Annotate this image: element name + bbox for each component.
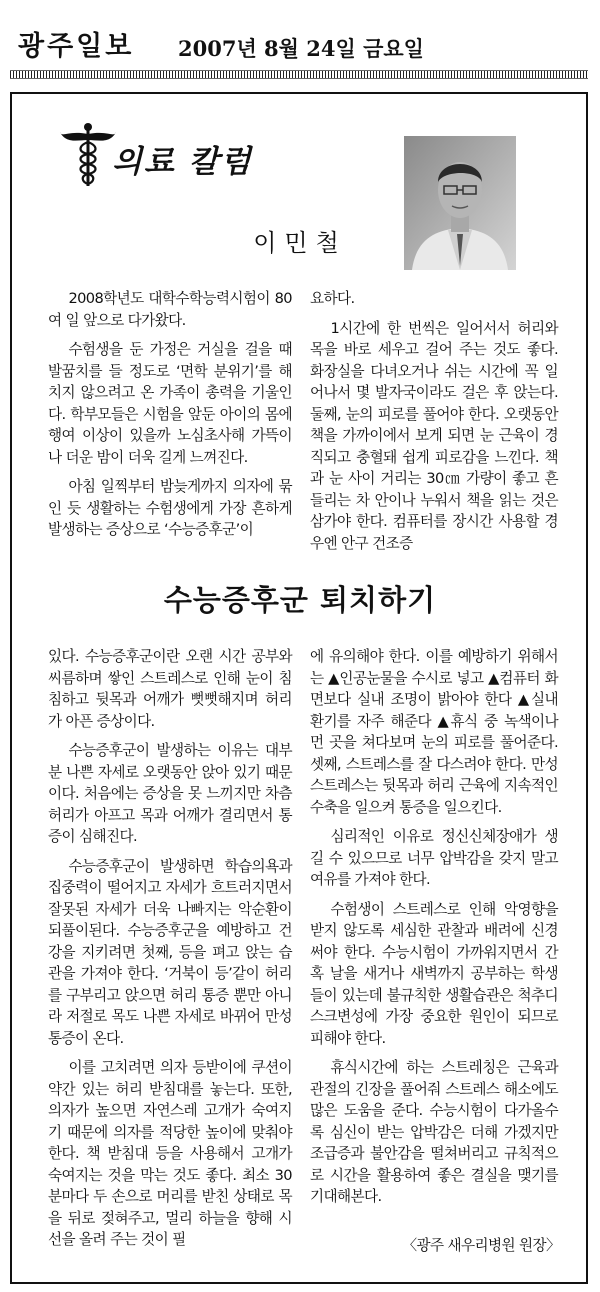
caduceus-icon <box>60 122 116 188</box>
paragraph: 수험생이 스트레스로 인해 악영향을 받지 않도록 세심한 관찰과 배려에 신경 써야 한다. 수능시험이 가까워지면서 간혹 날을 새거나 새벽까지 공부하는 학생들이 있는데 불규칙한 생활습관은 척추디스크변성에 가장 중요한 원인이 되므로 피해야 한다. <box>310 900 558 1047</box>
paragraph: 1시간에 한 번씩은 일어서서 허리와 목을 바로 세우고 걸어 주는 것도 좋다. 화장실을 다녀오거나 쉬는 시간에 꼭 일어나서 몇 발자국이라도 걸은 후 앉는다. 둘째, 눈의 피로를 풀어야 한다. 오랫동안 책을 가까이에서 보게 되면 눈 근육이 경직되고 충혈돼 쉽게 피로감을 느낀다. 책과 눈 사이 거리는 30㎝ 가량이 좋고 흔들리는 차 안이나 누워서 책을 읽는 것은 삼가야 한다. 컴퓨터를 장시간 사용할 경우엔 안구 건조증 <box>310 319 558 552</box>
publication-date: 2007년 8월 24일 금요일 <box>178 36 424 61</box>
article-column-3 <box>48 646 292 1251</box>
paragraph: 요하다. <box>310 290 355 307</box>
column-logo <box>60 122 260 192</box>
paragraph: 휴식시간에 하는 스트레칭은 근육과 관절의 긴장을 풀어줘 스트레스 해소에도 많은 도움을 준다. 수능시험이 다가올수록 심신이 받는 압박감은 더해 가겠지만 조급증과 불안감을 떨쳐버리고 규칙적으로 시간을 활용하여 좋은 결실을 맺기를 기대해본다. <box>310 1059 558 1205</box>
article-column-4 <box>310 646 558 1208</box>
paragraph: 수험생을 둔 가정은 거실을 걸을 때 발꿈치를 들 정도로 ‘면학 분위기’를 해치지 않으려고 온 가족이 총력을 기울인다. 학부모들은 시험을 앞둔 아이의 몸에 행여 이상이 있을까 노심초사해 가뜩이나 더운 밤이 더욱 길게 느껴진다. <box>48 341 292 466</box>
author-name: 이민철 <box>253 229 347 257</box>
column-title: 의료 칼럼 <box>112 144 253 180</box>
masthead <box>10 30 590 70</box>
paragraph: 수능증후군이 발생하는 이유는 대부분 나쁜 자세로 오랫동안 앉아 있기 때문이다. 처음에는 증상을 못 느끼지만 차츰 허리가 아프고 목과 어깨가 결리면서 통증이 심해진다. <box>48 742 292 845</box>
article-headline: 수능증후군 퇴치하기 <box>163 583 437 617</box>
masthead-rule <box>10 70 588 79</box>
author-photo <box>404 136 516 270</box>
paragraph: 2008학년도 대학수학능력시험이 80여 일 앞으로 다가왔다. <box>48 290 292 329</box>
article-column-2 <box>310 288 558 554</box>
paragraph: 아침 일찍부터 밤늦게까지 의자에 묶인 듯 생활하는 수험생에게 가장 흔하게 발생하는 증상으로 ‘수능증후군’이 <box>48 478 292 538</box>
newspaper-name: 광주일보 <box>18 31 135 62</box>
paragraph: 에 유의해야 한다. 이를 예방하기 위해서는 ▲인공눈물을 수시로 넣고 ▲컴퓨터 화면보다 실내 조명이 밝아야 한다 ▲실내 환기를 자주 해준다 ▲휴식 중 녹색이나 먼 곳을 쳐다보며 눈의 피로를 풀어준다. 셋째, 스트레스를 잘 다스려야 한다. 만성 스트레스는 뒷목과 허리 근육에 지속적인 수축을 일으켜 통증을 일으킨다. <box>310 648 558 816</box>
author-byline: 〈광주 새우리병원 원장〉 <box>402 1237 560 1254</box>
article-column-1 <box>48 288 292 541</box>
paragraph: 심리적인 이유로 정신신체장애가 생길 수 있으므로 너무 압박감을 갖지 말고 여유를 가져야 한다. <box>310 828 558 888</box>
paragraph: 수능증후군이 발생하면 학습의욕과 집중력이 떨어지고 자세가 흐트러지면서 잘못된 자세가 더욱 나빠지는 악순환이 되풀이된다. 수능증후군을 예방하고 건강을 지키려면 첫째, 등을 펴고 앉는 습관을 가져야 한다. ‘거북이 등’같이 허리를 구부리고 앉으면 허리 통증 뿐만 아니라 저절로 목도 나쁜 자세로 바뀌어 만성통증이 온다. <box>48 857 292 1047</box>
paragraph: 이를 고치려면 의자 등받이에 쿠션이 약간 있는 허리 받침대를 놓는다. 또한, 의자가 높으면 자연스레 고개가 숙여지기 때문에 의자를 적당한 높이에 맞춰야 한다. 책 받침대 등을 사용해서 고개가 숙여지는 것을 막는 것도 좋다. 최소 30분마다 두 손으로 머리를 받친 상태로 목을 뒤로 젖혀주고, 멀리 하늘을 향해 시선을 올려 주는 것이 필 <box>48 1059 292 1248</box>
paragraph: 있다. 수능증후군이란 오랜 시간 공부와 씨름하며 쌓인 스트레스로 인해 눈이 침침하고 뒷목과 어깨가 뻣뻣해지며 허리가 아픈 증상이다. <box>48 648 292 730</box>
